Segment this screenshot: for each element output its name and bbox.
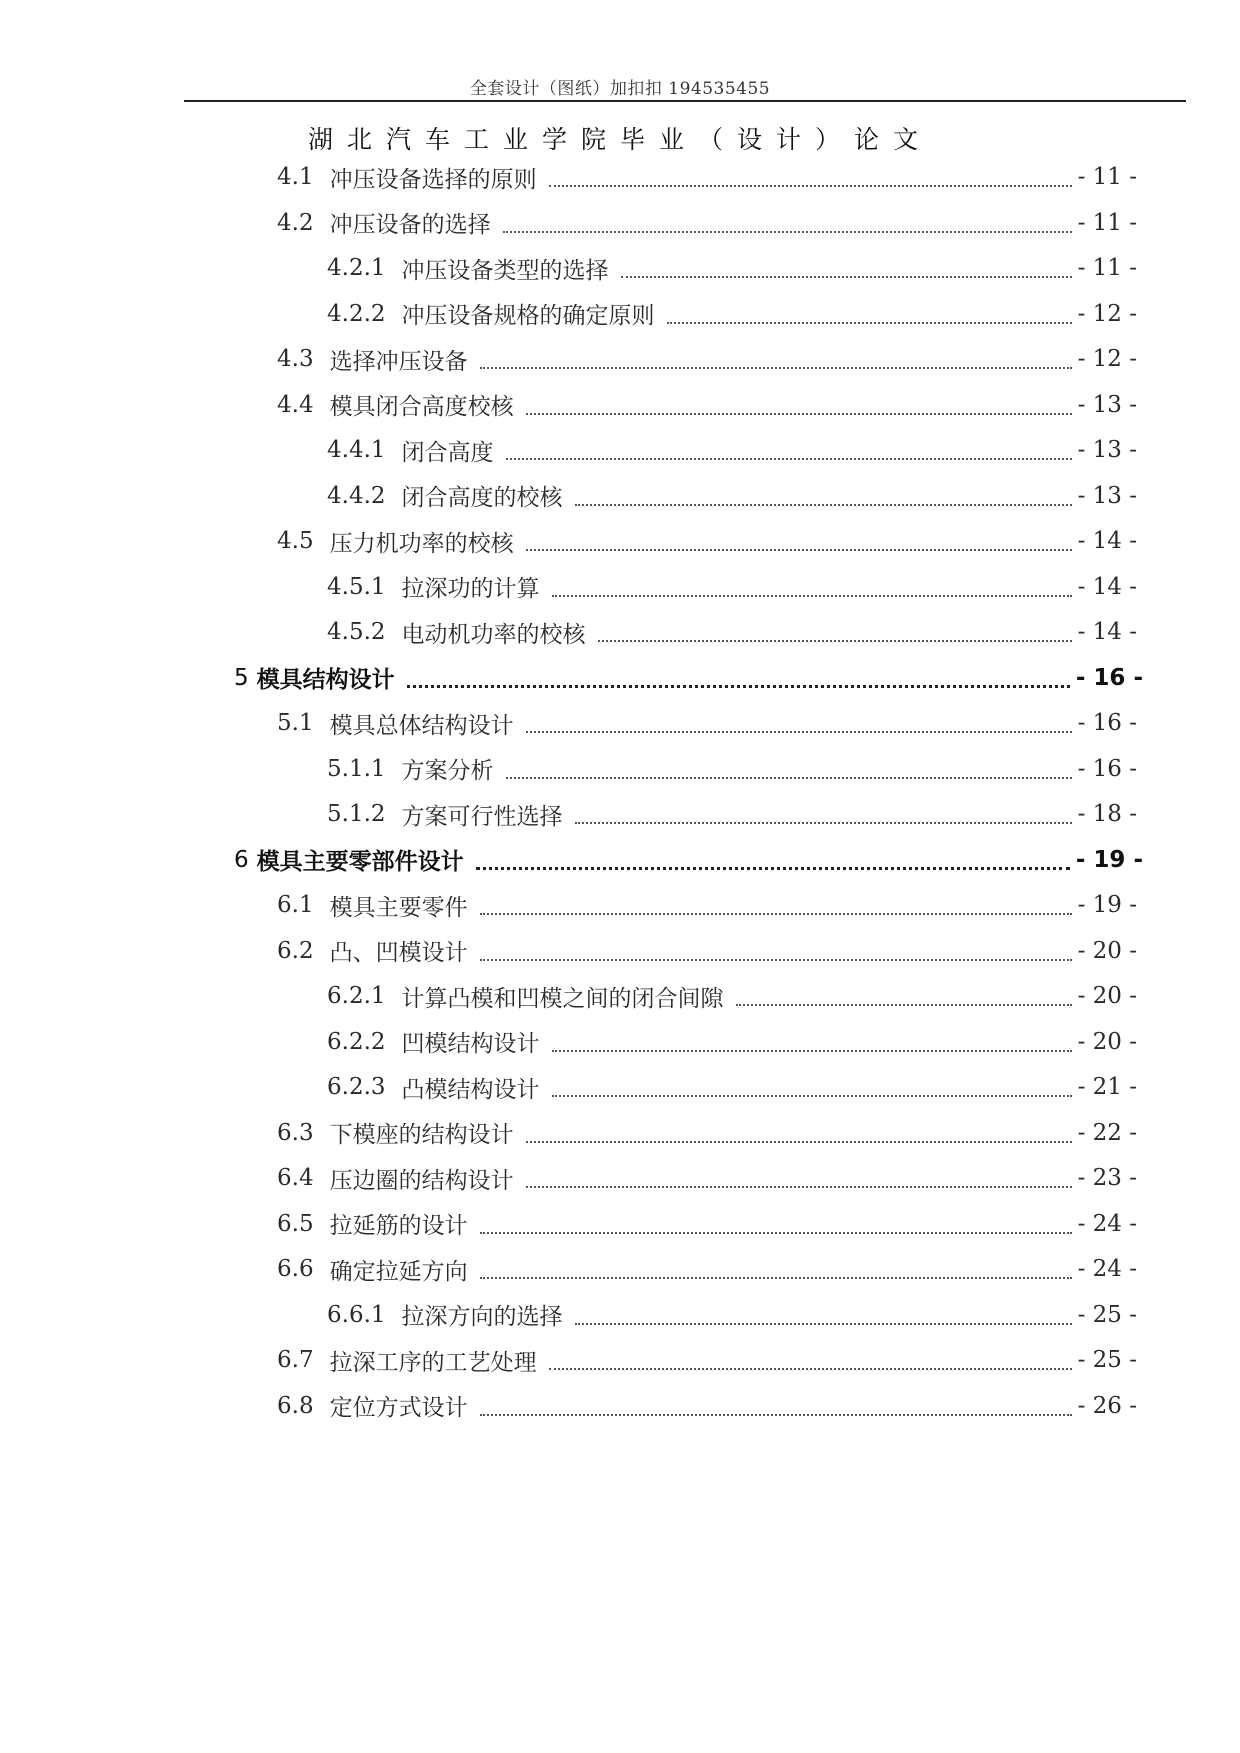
toc-dot-leader xyxy=(526,1186,1072,1188)
toc-entry-page: - 19 - xyxy=(1075,846,1143,873)
toc-dot-leader xyxy=(480,913,1072,915)
toc-entry-title: 拉深功的计算 xyxy=(401,576,540,602)
toc-entry-page: - 13 - xyxy=(1077,391,1137,418)
toc-entry[interactable] xyxy=(277,521,1137,561)
toc-dot-leader xyxy=(549,185,1072,187)
toc-entry[interactable] xyxy=(327,567,1137,607)
toc-entry-title: 闭合高度的校核 xyxy=(401,485,563,511)
toc-entry[interactable] xyxy=(277,203,1137,243)
toc-entry[interactable] xyxy=(277,703,1137,743)
toc-entry[interactable] xyxy=(327,1022,1137,1062)
toc-entry-title: 电动机功率的校核 xyxy=(401,621,586,648)
toc-entry-number: 6.2 xyxy=(277,937,314,964)
toc-dot-leader xyxy=(736,1004,1072,1006)
toc-dot-leader xyxy=(526,549,1072,551)
toc-dot-leader xyxy=(575,1323,1072,1325)
toc-dot-leader xyxy=(575,504,1072,506)
toc-dot-leader xyxy=(503,231,1072,233)
toc-entry-title: 模具主要零件 xyxy=(329,894,468,921)
toc-entry-page: - 24 - xyxy=(1077,1210,1137,1237)
toc-entry-number: 6.1 xyxy=(277,892,314,918)
toc-entry-title: 下模座的结构设计 xyxy=(329,1122,514,1148)
toc-entry[interactable] xyxy=(327,294,1137,334)
toc-entry-number: 4.5 xyxy=(277,528,314,554)
toc-entry[interactable] xyxy=(327,476,1137,516)
toc-entry-page: - 19 - xyxy=(1077,892,1137,918)
toc-entry-number: 6.3 xyxy=(277,1119,314,1146)
toc-entry-title: 计算凸模和凹模之间的闭合间隙 xyxy=(401,985,724,1012)
toc-entry-page: - 11 - xyxy=(1077,164,1137,190)
toc-entry-number: 4.5.1 xyxy=(327,573,386,600)
header-rule xyxy=(184,100,1186,102)
toc-entry-number: 4.2.1 xyxy=(327,255,386,281)
toc-entry-title: 闭合高度 xyxy=(401,439,494,466)
toc-dot-leader xyxy=(480,367,1072,369)
toc-entry-number: 6.8 xyxy=(277,1392,314,1419)
toc-entry-page: - 14 - xyxy=(1077,573,1137,600)
toc-entry-number: 6.5 xyxy=(277,1210,314,1237)
toc-entry[interactable] xyxy=(277,885,1137,925)
toc-entry[interactable] xyxy=(327,430,1137,470)
toc-dot-leader xyxy=(549,1368,1072,1370)
toc-entry-page: - 11 - xyxy=(1077,255,1137,281)
toc-dot-leader xyxy=(552,595,1072,597)
toc-entry[interactable] xyxy=(277,931,1137,971)
toc-dot-leader xyxy=(506,458,1072,460)
toc-entry-number: 6.2.1 xyxy=(327,983,386,1009)
toc-entry-page: - 13 - xyxy=(1077,482,1137,509)
toc-entry-title: 确定拉延方向 xyxy=(329,1258,468,1285)
toc-entry-number: 4.3 xyxy=(277,346,314,372)
toc-entry[interactable] xyxy=(327,248,1137,288)
toc-entry[interactable] xyxy=(327,976,1137,1016)
toc-entry-page: - 16 - xyxy=(1077,710,1137,736)
toc-entry-title: 冲压设备选择的原则 xyxy=(329,166,537,193)
toc-entry-number: 4.2.2 xyxy=(327,300,386,327)
header-watermark: 全套设计（图纸）加扣扣 194535455 xyxy=(469,79,771,99)
toc-entry-number: 6.6 xyxy=(277,1256,314,1282)
toc-entry[interactable] xyxy=(234,658,1143,698)
toc-dot-leader xyxy=(552,1050,1072,1052)
toc-dot-leader xyxy=(552,1095,1072,1097)
toc-entry-number: 5.1 xyxy=(277,710,314,736)
toc-entry-title: 模具闭合高度校核 xyxy=(329,394,514,420)
toc-entry[interactable] xyxy=(327,794,1137,834)
toc-entry-number: 5 xyxy=(234,664,249,691)
toc-entry-title: 压边圈的结构设计 xyxy=(329,1167,514,1194)
toc-entry-title: 模具结构设计 xyxy=(256,667,395,693)
toc-dot-leader xyxy=(407,685,1070,688)
toc-entry-number: 4.4.1 xyxy=(327,437,386,463)
toc-entry-page: - 20 - xyxy=(1077,983,1137,1009)
toc-dot-leader xyxy=(476,867,1070,870)
toc-entry-number: 6.6.1 xyxy=(327,1301,386,1328)
toc-entry-page: - 13 - xyxy=(1077,437,1137,463)
toc-entry-page: - 14 - xyxy=(1077,619,1137,645)
toc-entry-title: 方案分析 xyxy=(401,758,494,784)
toc-entry-title: 定位方式设计 xyxy=(329,1395,468,1421)
toc-entry[interactable] xyxy=(277,1204,1137,1244)
toc-entry-number: 4.1 xyxy=(277,164,314,190)
toc-entry-number: 6.7 xyxy=(277,1347,314,1373)
toc-entry-page: - 11 - xyxy=(1077,209,1137,236)
toc-entry-number: 6.4 xyxy=(277,1165,314,1191)
toc-entry-page: - 23 - xyxy=(1077,1165,1137,1191)
toc-entry-number: 6 xyxy=(234,846,249,873)
toc-dot-leader xyxy=(480,959,1072,961)
toc-entry-title: 冲压设备的选择 xyxy=(329,212,491,238)
toc-entry-page: - 14 - xyxy=(1077,528,1137,554)
toc-entry[interactable] xyxy=(277,1113,1137,1153)
toc-dot-leader xyxy=(621,276,1072,278)
toc-entry-number: 4.5.2 xyxy=(327,619,386,645)
toc-entry-title: 方案可行性选择 xyxy=(401,803,563,830)
toc-entry-page: - 24 - xyxy=(1077,1256,1137,1282)
toc-entry-page: - 12 - xyxy=(1077,346,1137,372)
toc-entry[interactable] xyxy=(234,840,1143,880)
toc-entry-number: 5.1.1 xyxy=(327,755,386,782)
toc-entry-page: - 20 - xyxy=(1077,937,1137,964)
toc-entry-title: 凸、凹模设计 xyxy=(329,940,468,966)
toc-entry-page: - 25 - xyxy=(1077,1347,1137,1373)
toc-entry[interactable] xyxy=(277,339,1137,379)
toc-entry-page: - 20 - xyxy=(1077,1028,1137,1055)
toc-entry-page: - 26 - xyxy=(1077,1392,1137,1419)
toc-entry-number: 4.4.2 xyxy=(327,482,386,509)
toc-entry-number: 5.1.2 xyxy=(327,801,386,827)
toc-entry-number: 4.2 xyxy=(277,209,314,236)
toc-entry[interactable] xyxy=(277,1340,1137,1380)
toc-entry[interactable] xyxy=(327,749,1137,789)
toc-entry-page: - 16 - xyxy=(1077,755,1137,782)
toc-dot-leader xyxy=(667,322,1072,324)
toc-dot-leader xyxy=(480,1414,1072,1416)
toc-entry[interactable] xyxy=(277,1158,1137,1198)
toc-entry-page: - 25 - xyxy=(1077,1301,1137,1328)
toc-entry-title: 拉深方向的选择 xyxy=(401,1304,563,1330)
toc-entry-number: 6.2.2 xyxy=(327,1028,386,1055)
toc-dot-leader xyxy=(480,1277,1072,1279)
toc-entry[interactable] xyxy=(327,1295,1137,1335)
toc-entry-title: 冲压设备规格的确定原则 xyxy=(401,303,655,329)
toc-entry-title: 压力机功率的校核 xyxy=(329,530,514,557)
toc-entry-title: 拉延筋的设计 xyxy=(329,1213,468,1239)
toc-entry[interactable] xyxy=(277,1386,1137,1426)
toc-entry-number: 6.2.3 xyxy=(327,1074,386,1100)
toc-entry[interactable] xyxy=(327,612,1137,652)
toc-entry-title: 选择冲压设备 xyxy=(329,348,468,375)
toc-dot-leader xyxy=(506,777,1072,779)
toc-entry-page: - 21 - xyxy=(1077,1074,1137,1100)
toc-entry-title: 模具主要零部件设计 xyxy=(256,849,464,875)
toc-entry-page: - 12 - xyxy=(1077,300,1137,327)
toc-entry[interactable] xyxy=(277,157,1137,197)
toc-dot-leader xyxy=(526,731,1072,733)
toc-entry[interactable] xyxy=(277,385,1137,425)
toc-entry-page: - 22 - xyxy=(1077,1119,1137,1146)
toc-dot-leader xyxy=(526,413,1072,415)
toc-entry[interactable] xyxy=(277,1249,1137,1289)
toc-entry-title: 模具总体结构设计 xyxy=(329,712,514,739)
toc-entry[interactable] xyxy=(327,1067,1137,1107)
document-title: 湖北汽车工业学院毕业（设计）论文 xyxy=(307,125,932,154)
toc-entry-title: 拉深工序的工艺处理 xyxy=(329,1349,537,1376)
toc-dot-leader xyxy=(598,640,1072,642)
toc-entry-title: 凸模结构设计 xyxy=(401,1076,540,1103)
toc-dot-leader xyxy=(480,1232,1072,1234)
toc-dot-leader xyxy=(526,1141,1072,1143)
toc-entry-title: 凹模结构设计 xyxy=(401,1031,540,1057)
toc-entry-page: - 16 - xyxy=(1075,664,1143,691)
toc-dot-leader xyxy=(575,822,1072,824)
toc-entry-page: - 18 - xyxy=(1077,801,1137,827)
toc-entry-number: 4.4 xyxy=(277,391,314,418)
toc-entry-title: 冲压设备类型的选择 xyxy=(401,257,609,284)
